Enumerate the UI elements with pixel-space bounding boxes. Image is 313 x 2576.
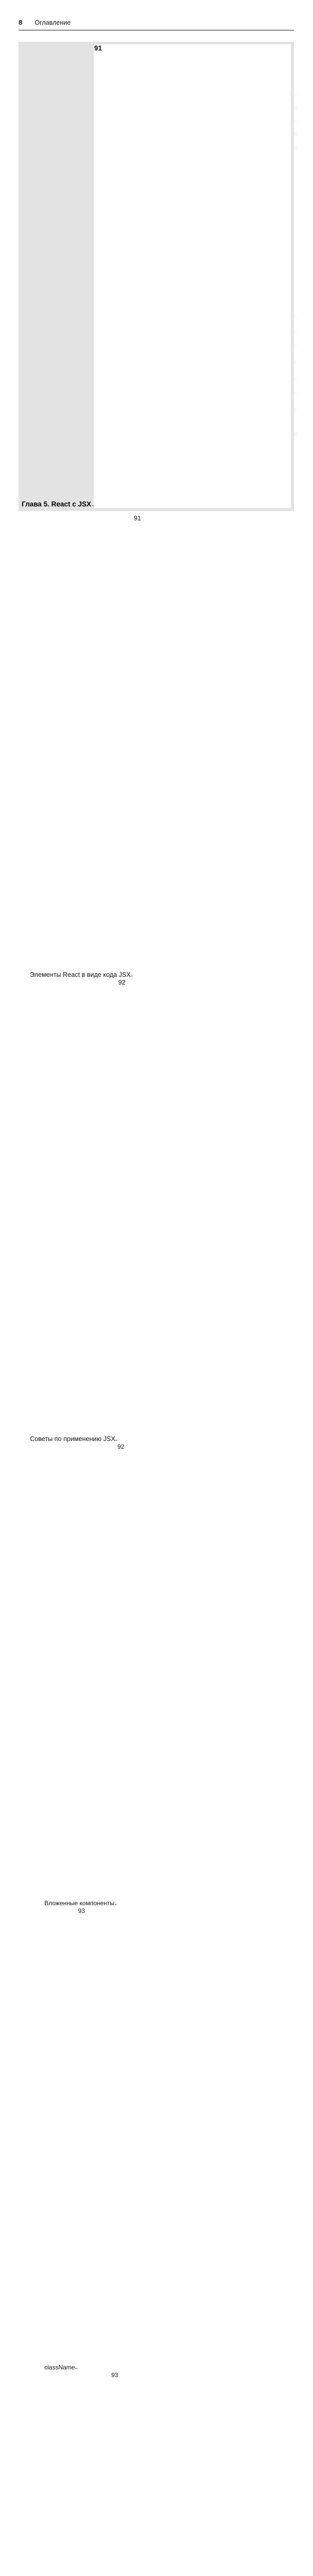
toc-entry-page: 91 (94, 44, 291, 508)
page-content (19, 0, 297, 2379)
toc-entry-page: 91 (133, 515, 294, 978)
bleed-text: 76 (291, 361, 298, 366)
table-of-contents (19, 42, 297, 2576)
page-number: 8 (19, 19, 23, 26)
bleed-text: 93 (291, 131, 298, 137)
bleed-text: 92 (291, 93, 298, 98)
bleed-text: 84 (291, 407, 298, 413)
toc-entry-label: className (44, 2364, 75, 2371)
bleed-text: 93 (291, 118, 298, 124)
running-header (19, 0, 297, 26)
bleed-text: 74 (291, 330, 298, 335)
toc-entry-label: Вложенные компоненты (44, 1900, 114, 1907)
toc-entry-page: 93 (111, 2371, 294, 2576)
toc-subsection-entry[interactable] (19, 1443, 294, 1907)
bleed-text: 88 (291, 432, 298, 437)
bleed-text: 94 (291, 145, 298, 151)
bleed-text: 73 (291, 315, 298, 321)
toc-entry-label: Советы по применению JSX (30, 1435, 116, 1443)
toc-subsection-entry[interactable] (19, 2371, 294, 2576)
header-section-title: Оглавление (35, 19, 71, 26)
toc-entry-page: 92 (118, 979, 294, 1443)
bleed-text: 78 (291, 377, 298, 383)
toc-section-entry[interactable] (19, 515, 294, 978)
bleed-text: 75 (291, 344, 298, 350)
toc-entry-page: 93 (77, 1907, 294, 2371)
toc-entry-label: Глава 5. React с JSX (22, 500, 91, 508)
bleed-text: 79 (291, 392, 298, 397)
toc-section-entry[interactable] (19, 979, 294, 1443)
toc-chapter-entry[interactable] (19, 42, 294, 511)
toc-subsection-entry[interactable] (19, 1907, 294, 2371)
toc-entry-label: Элементы React в виде кода JSX (30, 971, 131, 978)
toc-entry-page: 92 (117, 1443, 294, 1907)
bleed-text: 93 (291, 106, 298, 111)
